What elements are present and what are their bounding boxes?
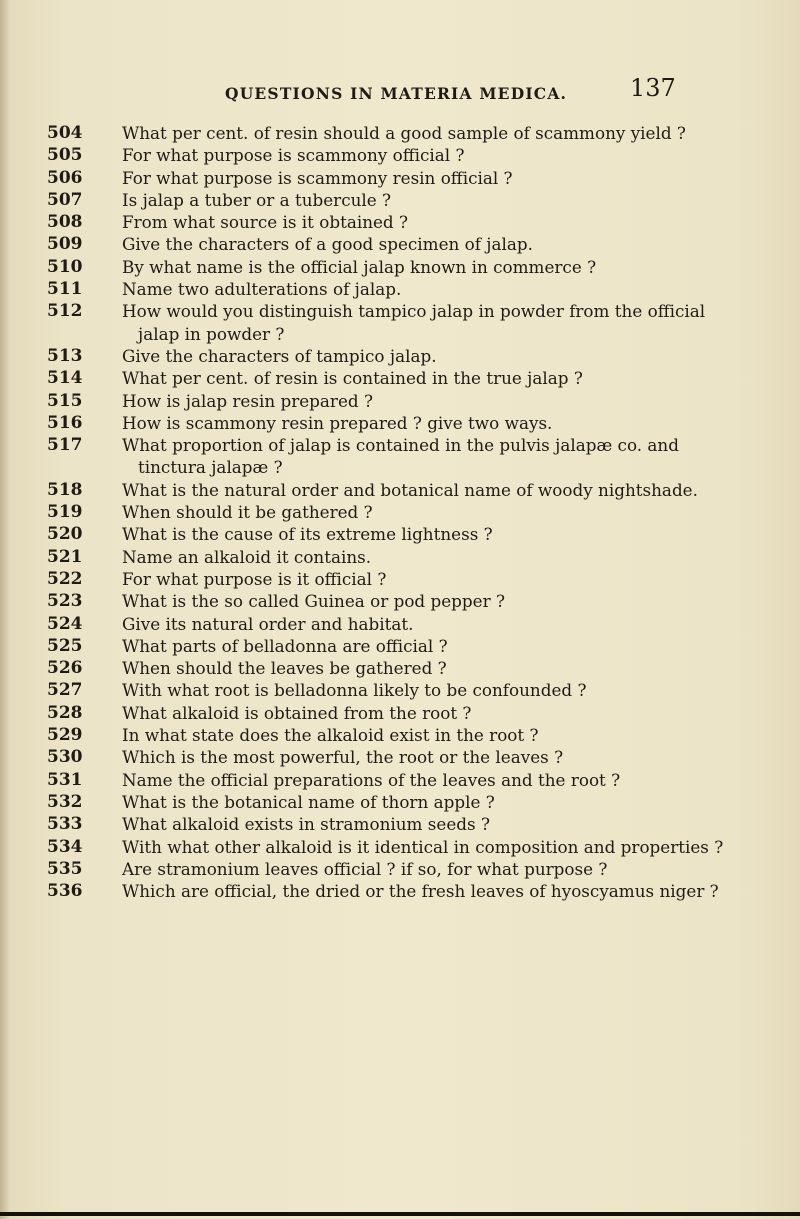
question-item xyxy=(47,501,737,523)
question-item xyxy=(47,702,737,724)
question-item xyxy=(47,590,737,612)
question-text: For what purpose is it official ? xyxy=(122,568,387,589)
question-text: With what other alkaloid is it identical in composition and properties ? xyxy=(122,836,724,857)
question-text: How would you distinguish tampico jalap in powder from the official jalap in powder ? xyxy=(122,301,706,344)
question-item xyxy=(47,546,737,568)
question-number: 535 xyxy=(47,858,83,879)
question-text: Name the official preparations of the leaves and the root ? xyxy=(122,769,621,790)
question-item xyxy=(47,367,737,389)
question-number: 515 xyxy=(47,390,83,411)
question-item xyxy=(47,233,737,255)
question-item xyxy=(47,813,737,835)
question-number: 526 xyxy=(47,658,83,679)
question-number: 513 xyxy=(47,345,83,366)
question-text: What per cent. of resin is contained in the true jalap ? xyxy=(122,368,583,389)
question-number: 511 xyxy=(47,279,83,300)
bottom-rule xyxy=(0,1212,800,1216)
question-item xyxy=(47,189,737,211)
question-text: Are stramonium leaves official ? if so, for what purpose ? xyxy=(122,858,608,879)
question-text: How is scammony resin prepared ? give two ways. xyxy=(122,412,553,433)
question-text: Give the characters of a good specimen of jalap. xyxy=(122,234,533,255)
question-number: 531 xyxy=(47,769,83,790)
question-list xyxy=(47,122,737,902)
question-item xyxy=(47,746,737,768)
question-number: 536 xyxy=(47,881,83,902)
question-number: 508 xyxy=(47,212,83,233)
question-number: 524 xyxy=(47,613,83,634)
question-text: What proportion of jalap is contained in the pulvis jalapæ co. and tinctura jalapæ ? xyxy=(122,435,679,478)
question-text: What is the so called Guinea or pod pepper ? xyxy=(122,591,505,612)
question-number: 527 xyxy=(47,680,83,701)
question-number: 506 xyxy=(47,167,83,188)
question-item xyxy=(47,791,737,813)
question-text: What per cent. of resin should a good sample of scammony yield ? xyxy=(122,123,686,143)
question-number: 520 xyxy=(47,524,83,545)
question-text: In what state does the alkaloid exist in the root ? xyxy=(122,725,539,746)
question-text: What is the cause of its extreme lightness ? xyxy=(122,524,493,545)
question-text: What alkaloid is obtained from the root ? xyxy=(122,702,472,723)
question-text: By what name is the official jalap known in commerce ? xyxy=(122,256,597,277)
question-item xyxy=(47,144,737,166)
question-number: 516 xyxy=(47,412,83,433)
question-item xyxy=(47,523,737,545)
question-item xyxy=(47,434,737,479)
question-number: 517 xyxy=(47,435,83,456)
running-head: QUESTIONS IN MATERIA MEDICA. xyxy=(225,84,568,103)
question-item xyxy=(47,390,737,412)
question-text: When should the leaves be gathered ? xyxy=(122,658,447,679)
question-item xyxy=(47,679,737,701)
question-text: What is the botanical name of thorn apple ? xyxy=(122,791,495,812)
question-item xyxy=(47,278,737,300)
question-number: 528 xyxy=(47,702,83,723)
question-number: 522 xyxy=(47,568,83,589)
question-item xyxy=(47,479,737,501)
question-item xyxy=(47,211,737,233)
question-number: 514 xyxy=(47,368,83,389)
question-text: When should it be gathered ? xyxy=(122,502,373,523)
page-number: 137 xyxy=(630,74,676,102)
question-item xyxy=(47,880,737,902)
question-item xyxy=(47,122,737,144)
question-number: 534 xyxy=(47,836,83,857)
question-number: 510 xyxy=(47,256,83,277)
question-item xyxy=(47,568,737,590)
question-item xyxy=(47,635,737,657)
question-item xyxy=(47,858,737,880)
question-item xyxy=(47,613,737,635)
page-header xyxy=(0,74,800,104)
question-text: From what source is it obtained ? xyxy=(122,212,409,233)
question-item xyxy=(47,657,737,679)
question-text: For what purpose is scammony resin official ? xyxy=(122,167,513,188)
question-item xyxy=(47,256,737,278)
question-item xyxy=(47,769,737,791)
question-text: Which is the most powerful, the root or the leaves ? xyxy=(122,747,564,768)
question-text: With what root is belladonna likely to be confounded ? xyxy=(122,680,587,701)
question-text: Is jalap a tuber or a tubercule ? xyxy=(122,189,392,210)
question-item xyxy=(47,345,737,367)
question-text: Give the characters of tampico jalap. xyxy=(122,345,437,366)
question-number: 532 xyxy=(47,791,83,812)
question-text: Name an alkaloid it contains. xyxy=(122,546,372,567)
question-number: 507 xyxy=(47,189,83,210)
question-text: How is jalap resin prepared ? xyxy=(122,390,373,411)
question-text: Name two adulterations of jalap. xyxy=(122,279,402,300)
question-number: 521 xyxy=(47,546,83,567)
question-item xyxy=(47,836,737,858)
question-number: 505 xyxy=(47,145,83,166)
question-item xyxy=(47,724,737,746)
question-number: 533 xyxy=(47,814,83,835)
question-text: What alkaloid exists in stramonium seeds ? xyxy=(122,814,490,835)
question-number: 512 xyxy=(47,301,83,322)
question-text: For what purpose is scammony official ? xyxy=(122,145,465,166)
question-text: What is the natural order and botanical name of woody nightshade. xyxy=(122,479,698,500)
question-text: Which are official, the dried or the fresh leaves of hyoscyamus niger ? xyxy=(122,881,719,902)
question-item xyxy=(47,412,737,434)
question-text: What parts of belladonna are official ? xyxy=(122,635,448,656)
question-item xyxy=(47,300,737,345)
question-number: 529 xyxy=(47,725,83,746)
question-number: 519 xyxy=(47,502,83,523)
question-text: Give its natural order and habitat. xyxy=(122,613,414,634)
question-number: 525 xyxy=(47,635,83,656)
question-item xyxy=(47,167,737,189)
question-number: 523 xyxy=(47,591,83,612)
page-gutter-shadow xyxy=(0,0,10,1219)
question-number: 518 xyxy=(47,479,83,500)
question-number: 504 xyxy=(47,123,83,143)
question-number: 509 xyxy=(47,234,83,255)
question-number: 530 xyxy=(47,747,83,768)
